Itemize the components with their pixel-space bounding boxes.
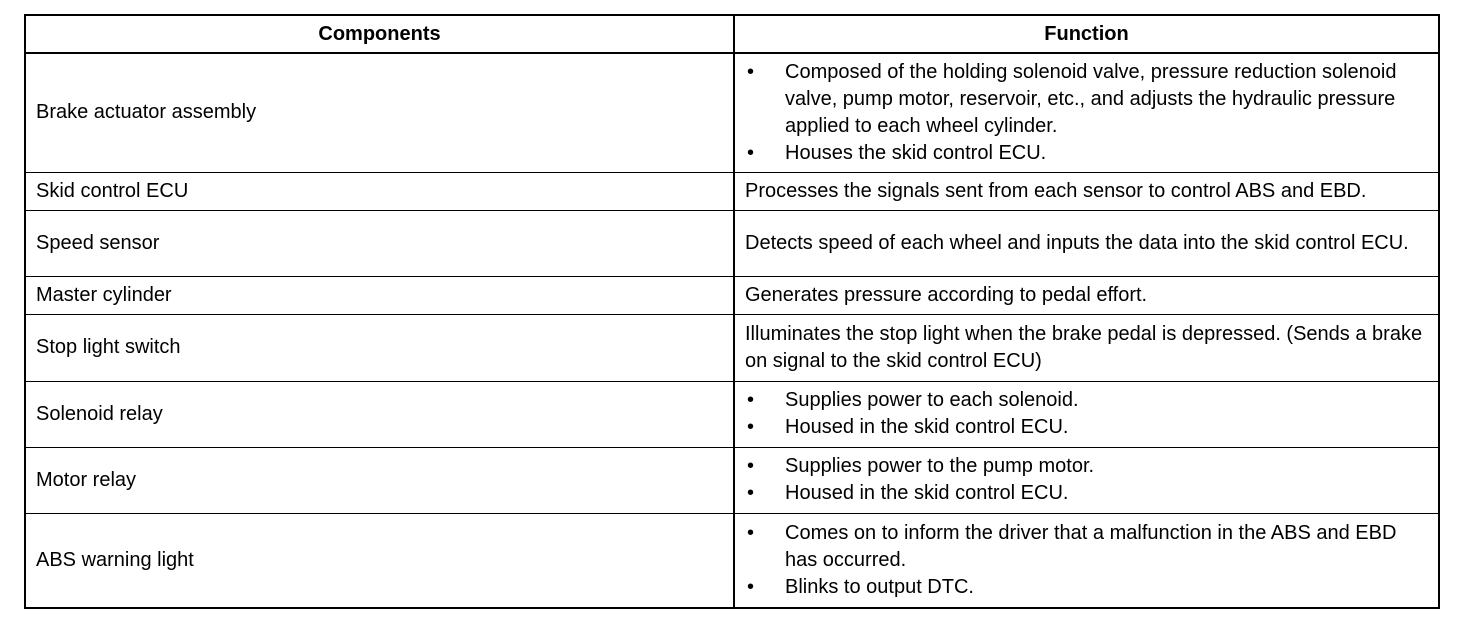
function-cell: Detects speed of each wheel and inputs the data into the skid control ECU.: [734, 210, 1438, 276]
bullet-marker: •: [747, 482, 755, 504]
table-row: [26, 314, 1438, 381]
function-cell: [734, 447, 1438, 513]
function-cell: [734, 513, 1438, 607]
function-cell: Illuminates the stop light when the brake pedal is depressed. (Sends a brake on signal to the skid control ECU): [734, 314, 1438, 381]
bullet-item: [745, 140, 1430, 167]
component-cell: Master cylinder: [26, 276, 734, 314]
component-cell: Stop light switch: [26, 314, 734, 381]
bullet-item: [745, 414, 1430, 441]
table-row: [26, 172, 1438, 210]
function-cell: Processes the signals sent from each sensor to control ABS and EBD.: [734, 172, 1438, 210]
table-row: [26, 276, 1438, 314]
table-row: [26, 53, 1438, 172]
bullet-text: Supplies power to the pump motor.: [785, 455, 1095, 477]
components-header: Components: [26, 16, 734, 53]
table-row: [26, 513, 1438, 607]
component-cell: ABS warning light: [26, 513, 734, 607]
function-cell: [734, 53, 1438, 172]
bullet-text: Supplies power to each solenoid.: [785, 389, 1079, 411]
bullet-item: [745, 59, 1430, 140]
function-bullet-list: [745, 520, 1430, 601]
component-cell: Brake actuator assembly: [26, 53, 734, 172]
bullet-item: [745, 574, 1430, 601]
function-cell: Generates pressure according to pedal effort.: [734, 276, 1438, 314]
component-cell: Motor relay: [26, 447, 734, 513]
component-cell: Speed sensor: [26, 210, 734, 276]
bullet-text: Housed in the skid control ECU.: [785, 416, 1069, 438]
function-bullet-list: [745, 387, 1430, 441]
bullet-text: Housed in the skid control ECU.: [785, 482, 1069, 504]
bullet-text: Composed of the holding solenoid valve, pressure reduction solenoid valve, pump motor, reservoir, etc., and adjusts the hydraulic pressure applied to each wheel cylinder.: [785, 60, 1397, 137]
bullet-marker: •: [747, 141, 755, 164]
function-bullet-list: [745, 453, 1430, 507]
bullet-marker: •: [747, 60, 755, 83]
bullet-text: Houses the skid control ECU.: [785, 141, 1047, 164]
table-row: [26, 447, 1438, 513]
bullet-text: Blinks to output DTC.: [785, 575, 974, 598]
bullet-marker: •: [747, 521, 755, 544]
component-cell: Skid control ECU: [26, 172, 734, 210]
function-cell: [734, 381, 1438, 447]
bullet-marker: •: [747, 455, 755, 477]
bullet-item: [745, 520, 1430, 574]
bullet-text: Comes on to inform the driver that a malfunction in the ABS and EBD has occurred.: [785, 521, 1397, 571]
table-row: [26, 381, 1438, 447]
table-row: [26, 210, 1438, 276]
components-table: [26, 16, 1438, 607]
function-bullet-list: [745, 59, 1430, 167]
component-cell: Solenoid relay: [26, 381, 734, 447]
bullet-item: [745, 480, 1430, 507]
bullet-marker: •: [747, 575, 755, 598]
function-header: Function: [734, 16, 1438, 53]
bullet-item: [745, 387, 1430, 414]
components-table-frame: [24, 14, 1440, 609]
bullet-marker: •: [747, 389, 755, 411]
bullet-marker: •: [747, 416, 755, 438]
header-row: [26, 16, 1438, 53]
bullet-item: [745, 453, 1430, 480]
